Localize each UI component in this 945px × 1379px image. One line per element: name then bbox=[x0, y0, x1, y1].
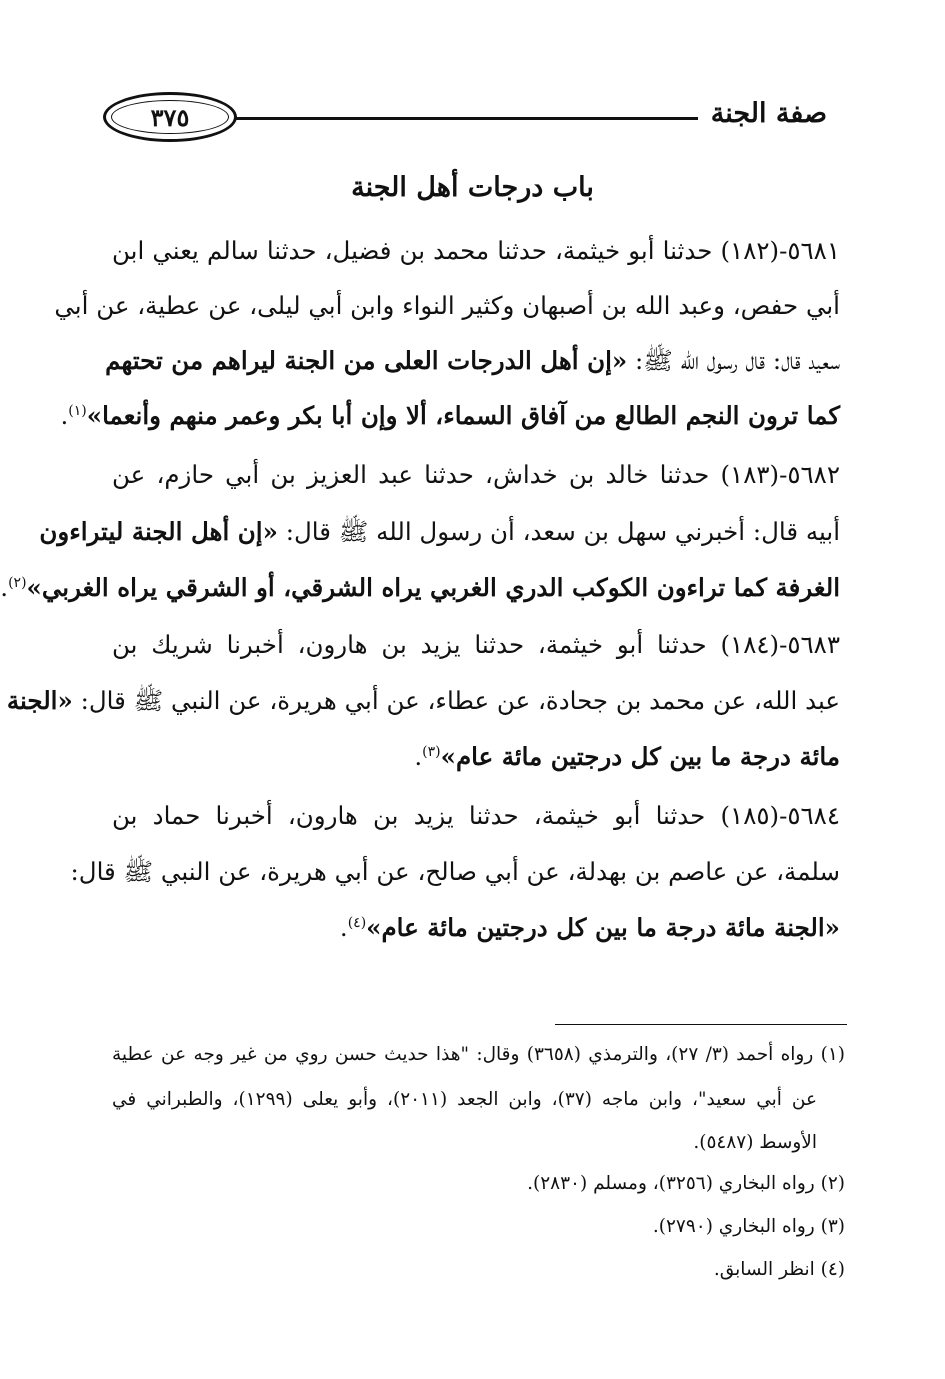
line-text: عبد الله، عن محمد بن جحادة، عن عطاء، عن أبي هريرة، عن النبي ﷺ قال: bbox=[72, 686, 840, 715]
footnote-separator bbox=[555, 1024, 847, 1025]
body-line bbox=[112, 460, 840, 489]
footnote-ref: (٤) bbox=[347, 915, 367, 931]
body-line bbox=[112, 236, 840, 265]
line-text: ٥٦٨٣-(١٨٤) حدثنا أبو خيثمة، حدثنا يزيد بن هارون، أخبرنا شريك بن bbox=[112, 630, 840, 659]
body-line bbox=[105, 346, 840, 382]
body-line bbox=[70, 857, 840, 893]
body-line bbox=[112, 801, 840, 830]
page-number-frame bbox=[103, 92, 237, 142]
line-end: . bbox=[60, 401, 69, 430]
line-text: أبيه قال: أخبرني سهل بن سعد، أن رسول الله ﷺ قال: bbox=[277, 517, 840, 546]
body-line bbox=[60, 401, 840, 430]
footnote-line: (٤) انظر السابق. bbox=[713, 1259, 845, 1280]
line-end: . bbox=[414, 742, 423, 771]
hadith-text: «الجنة bbox=[6, 686, 73, 715]
body-line bbox=[112, 913, 840, 942]
page-number: ٣٧٥ bbox=[150, 102, 190, 132]
body-line bbox=[54, 291, 840, 320]
footnote-line: الأوسط (٥٤٨٧). bbox=[693, 1132, 817, 1153]
hadith-text: «إن أهل الدرجات العلى من الجنة ليراهم من تحتهم bbox=[105, 346, 628, 375]
footnote-line: عن أبي سعيد"، وابن ماجه (٣٧)، وابن الجعد (٢٠١١)، وأبو يعلى (١٢٩٩)، والطبراني في bbox=[112, 1089, 817, 1110]
body-line bbox=[0, 573, 840, 602]
hadith-text: «إن أهل الجنة ليتراءون bbox=[39, 517, 278, 546]
line-text: سعيد قال: قال رسول الله ﷺ: bbox=[627, 346, 840, 375]
line-text: أبي حفص، وعبد الله بن أصبهان وكثير النواء وابن أبي ليلى، عن عطية، عن أبي bbox=[54, 291, 840, 320]
footnote-ref: (١) bbox=[68, 403, 87, 419]
line-text: سلمة، عن عاصم بن بهدلة، عن أبي صالح، عن أبي هريرة، عن النبي ﷺ قال: bbox=[70, 857, 840, 886]
chapter-title: باب درجات أهل الجنة bbox=[351, 172, 594, 203]
body-line bbox=[39, 517, 840, 553]
hadith-text: «الجنة مائة درجة ما بين كل درجتين مائة عام» bbox=[366, 913, 840, 942]
line-text: ٥٦٨١-(١٨٢) حدثنا أبو خيثمة، حدثنا محمد بن فضيل، حدثنا سالم يعني ابن bbox=[112, 236, 840, 265]
footnote-ref: (٢) bbox=[8, 575, 27, 591]
footnote-line: (٢) رواه البخاري (٣٢٥٦)، ومسلم (٢٨٣٠). bbox=[527, 1173, 845, 1194]
line-text: ٥٦٨٢-(١٨٣) حدثنا خالد بن خداش، حدثنا عبد العزيز بن أبي حازم، عن bbox=[112, 460, 840, 489]
header-rule bbox=[235, 117, 698, 120]
footnote-line: (٣) رواه البخاري (٢٧٩٠). bbox=[652, 1216, 845, 1237]
page-number-inner-frame bbox=[111, 100, 229, 134]
hadith-text: الغرفة كما تراءون الكوكب الدري الغربي يراه الشرقي، أو الشرقي يراه الغربي» bbox=[26, 573, 840, 602]
body-line bbox=[112, 630, 840, 659]
line-text: ٥٦٨٤-(١٨٥) حدثنا أبو خيثمة، حدثنا يزيد بن هارون، أخبرنا حماد بن bbox=[112, 801, 840, 830]
line-end: . bbox=[0, 573, 9, 602]
line-end: . bbox=[339, 913, 348, 942]
running-title: صفة الجنة bbox=[710, 98, 827, 129]
body-line bbox=[6, 686, 840, 722]
hadith-text: كما ترون النجم الطالع من آفاق السماء، ألا وإن أبا بكر وعمر منهم وأنعما» bbox=[86, 401, 840, 430]
footnote-ref: (٣) bbox=[422, 744, 441, 760]
footnote-line: (١) رواه أحمد (٣/ ٢٧)، والترمذي (٣٦٥٨) وقال: "هذا حديث حسن روي من غير وجه عن عطية bbox=[112, 1044, 845, 1065]
body-line bbox=[112, 742, 840, 771]
hadith-text: مائة درجة ما بين كل درجتين مائة عام» bbox=[440, 742, 840, 771]
